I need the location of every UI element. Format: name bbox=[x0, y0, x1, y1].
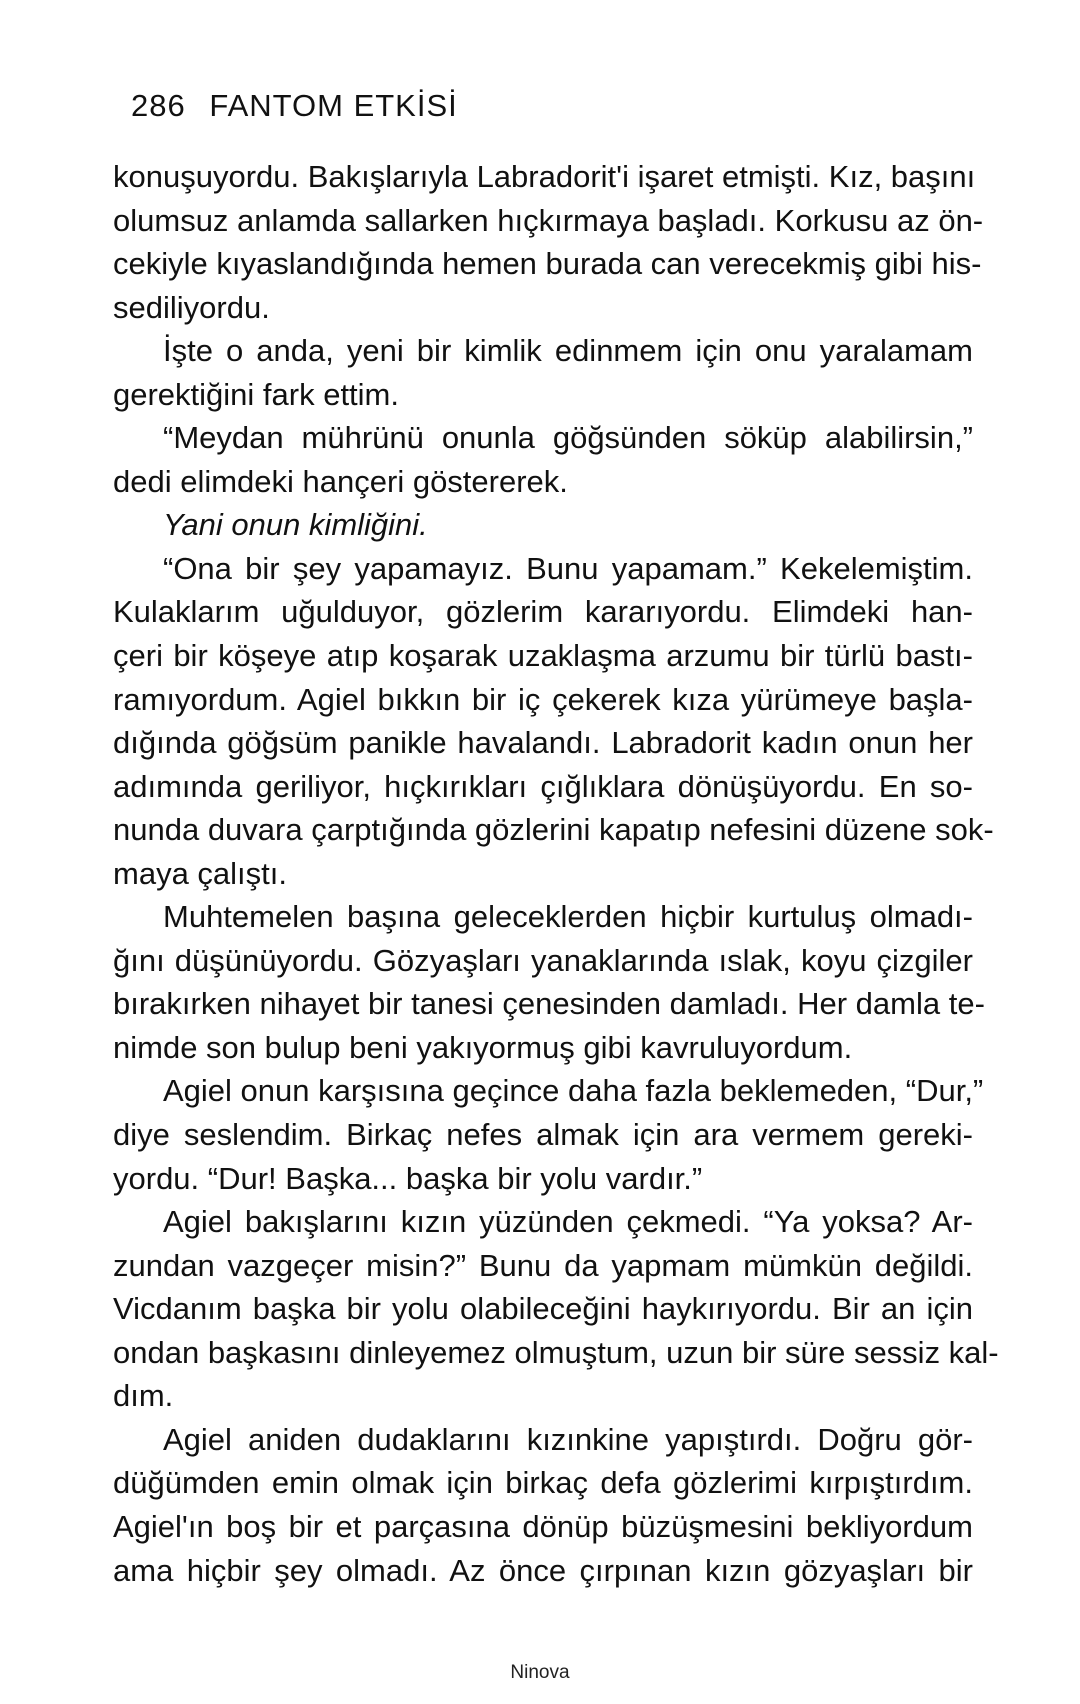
text-line: ramıyordum. Agiel bıkkın bir iç çekerek kıza yürümeye başla- bbox=[113, 681, 973, 717]
text-line: bırakırken nihayet bir tanesi çenesinden damladı. Her damla te- bbox=[113, 986, 985, 1022]
book-title: FANTOM ETKİSİ bbox=[209, 88, 458, 123]
text-line: “Ona bir şey yapamayız. Bunu yapamam.” Kekelemiştim. bbox=[163, 550, 973, 586]
text-line: Muhtemelen başına geleceklerden hiçbir kurtuluş olmadı- bbox=[163, 899, 973, 935]
text-line: İşte o anda, yeni bir kimlik edinmem için onu yaralamam bbox=[163, 333, 973, 369]
text-line: konuşuyordu. Bakışlarıyla Labradorit'i işaret etmişti. Kız, başını bbox=[113, 159, 976, 194]
text-line: düğümden emin olmak için birkaç defa gözlerimi kırpıştırdım. bbox=[113, 1465, 973, 1501]
text-line: Yani onun kimliğini. bbox=[163, 507, 428, 543]
page-number: 286 bbox=[131, 88, 186, 123]
text-line: dedi elimdeki hançeri göstererek. bbox=[113, 463, 568, 499]
text-line: Agiel'ın boş bir et parçasına dönüp büzüşmesini bekliyordum bbox=[113, 1508, 973, 1544]
text-line: nunda duvara çarptığında gözlerini kapatıp nefesini düzene sok- bbox=[113, 812, 994, 848]
text-line: olumsuz anlamda sallarken hıçkırmaya başladı. Korkusu az ön- bbox=[113, 202, 984, 238]
text-line: gerektiğini fark ettim. bbox=[113, 376, 399, 412]
text-line: Agiel onun karşısına geçince daha fazla beklemeden, “Dur,” bbox=[163, 1073, 984, 1109]
body-text bbox=[113, 155, 999, 1592]
text-line: maya çalıştı. bbox=[113, 855, 287, 891]
text-line: ğını düşünüyordu. Gözyaşları yanaklarında ıslak, koyu çizgiler bbox=[113, 942, 973, 978]
text-line: dığında göğsüm panikle havalandı. Labradorit kadın onun her bbox=[113, 725, 973, 761]
text-line: dım. bbox=[113, 1378, 174, 1414]
text-line: adımında geriliyor, hıçkırıkları çığlıklara dönüşüyordu. En so- bbox=[113, 768, 973, 804]
text-line: Kulaklarım uğulduyor, gözlerim kararıyordu. Elimdeki han- bbox=[113, 594, 973, 630]
text-line: Vicdanım başka bir yolu olabileceğini haykırıyordu. Bir an için bbox=[113, 1291, 973, 1327]
text-line: Agiel aniden dudaklarını kızınkine yapıştırdı. Doğru gör- bbox=[163, 1421, 973, 1457]
text-line: ama hiçbir şey olmadı. Az önce çırpınan kızın gözyaşları bir bbox=[113, 1552, 973, 1588]
text-line: yordu. “Dur! Başka... başka bir yolu vardır.” bbox=[113, 1160, 703, 1196]
text-line: nimde son bulup beni yakıyormuş gibi kavruluyordum. bbox=[113, 1029, 853, 1065]
text-line: “Meydan mührünü onunla göğsünden söküp alabilirsin,” bbox=[163, 420, 973, 456]
text-line: sediliyordu. bbox=[113, 289, 270, 325]
text-line: çeri bir köşeye atıp koşarak uzaklaşma arzumu bir türlü bastı- bbox=[113, 638, 973, 674]
text-line: ondan başkasını dinleyemez olmuştum, uzun bir süre sessiz kal- bbox=[113, 1334, 999, 1370]
text-line: cekiyle kıyaslandığında hemen burada can verecekmiş gibi his- bbox=[113, 246, 982, 282]
text-line: zundan vazgeçer misin?” Bunu da yapmam mümkün değildi. bbox=[113, 1247, 973, 1283]
text-line: Agiel bakışlarını kızın yüzünden çekmedi. “Ya yoksa? Ar- bbox=[163, 1204, 973, 1240]
text-line: diye seslendim. Birkaç nefes almak için ara vermem gereki- bbox=[113, 1117, 973, 1153]
page-header bbox=[131, 88, 458, 124]
publisher-footer: Ninova bbox=[510, 1662, 570, 1683]
